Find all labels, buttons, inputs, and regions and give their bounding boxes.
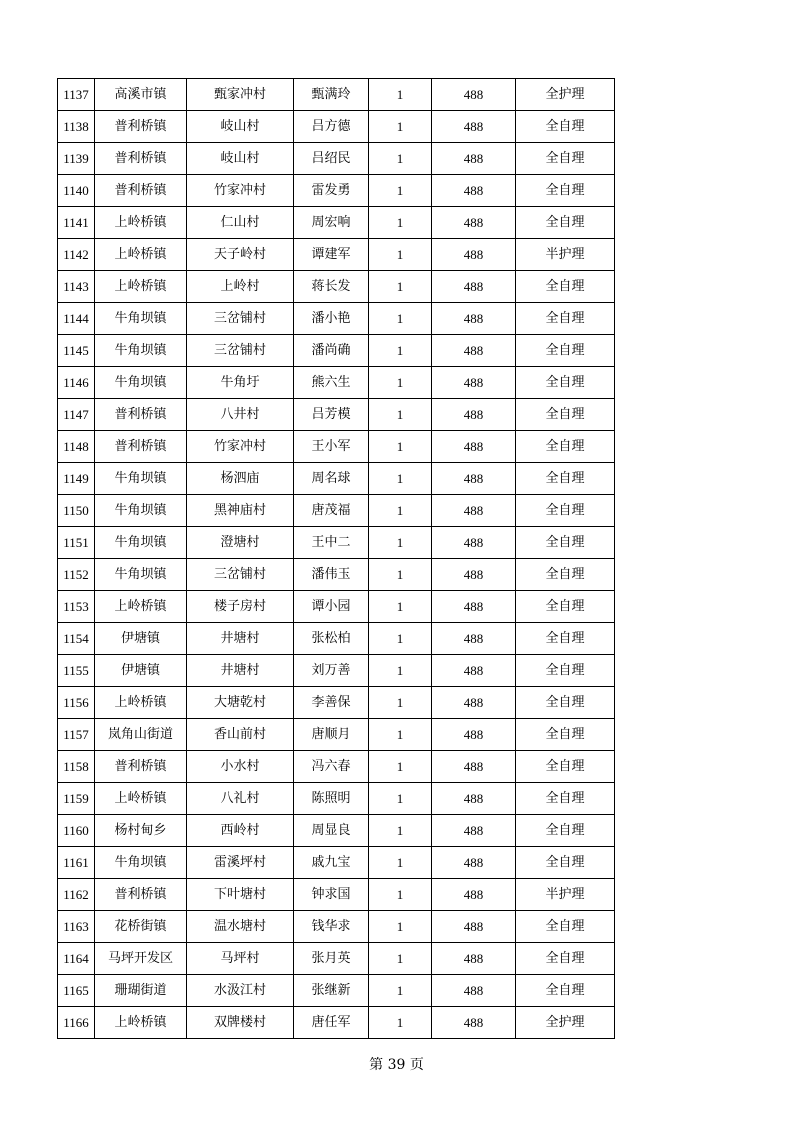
cell-amount: 488 — [432, 623, 516, 655]
cell-town: 普利桥镇 — [95, 175, 187, 207]
cell-person-name: 唐任军 — [294, 1007, 369, 1039]
cell-person-name: 唐茂福 — [294, 495, 369, 527]
cell-town: 上岭桥镇 — [95, 687, 187, 719]
cell-village: 马坪村 — [187, 943, 294, 975]
cell-town: 牛角坝镇 — [95, 559, 187, 591]
table-row — [58, 239, 615, 271]
cell-town: 牛角坝镇 — [95, 367, 187, 399]
cell-village: 雷溪坪村 — [187, 847, 294, 879]
cell-serial-number: 1161 — [58, 847, 95, 879]
cell-serial-number: 1158 — [58, 751, 95, 783]
cell-amount: 488 — [432, 559, 516, 591]
cell-village: 三岔铺村 — [187, 335, 294, 367]
cell-village: 三岔铺村 — [187, 303, 294, 335]
cell-amount: 488 — [432, 271, 516, 303]
cell-village: 楼子房村 — [187, 591, 294, 623]
cell-amount: 488 — [432, 911, 516, 943]
cell-serial-number: 1153 — [58, 591, 95, 623]
cell-serial-number: 1164 — [58, 943, 95, 975]
cell-amount: 488 — [432, 975, 516, 1007]
cell-village: 甄家冲村 — [187, 79, 294, 111]
cell-village: 八井村 — [187, 399, 294, 431]
cell-serial-number: 1142 — [58, 239, 95, 271]
cell-count: 1 — [369, 559, 432, 591]
cell-count: 1 — [369, 207, 432, 239]
table-row — [58, 847, 615, 879]
cell-village: 井塘村 — [187, 655, 294, 687]
cell-town: 牛角坝镇 — [95, 335, 187, 367]
cell-count: 1 — [369, 111, 432, 143]
cell-amount: 488 — [432, 847, 516, 879]
cell-count: 1 — [369, 847, 432, 879]
cell-count: 1 — [369, 943, 432, 975]
table-row — [58, 783, 615, 815]
table-row — [58, 815, 615, 847]
cell-count: 1 — [369, 655, 432, 687]
table-row — [58, 975, 615, 1007]
cell-care-level: 全自理 — [516, 719, 615, 751]
cell-serial-number: 1144 — [58, 303, 95, 335]
cell-town: 普利桥镇 — [95, 143, 187, 175]
cell-serial-number: 1155 — [58, 655, 95, 687]
cell-town: 岚角山街道 — [95, 719, 187, 751]
cell-person-name: 李善保 — [294, 687, 369, 719]
cell-amount: 488 — [432, 79, 516, 111]
table-row — [58, 879, 615, 911]
cell-person-name: 唐顺月 — [294, 719, 369, 751]
cell-count: 1 — [369, 335, 432, 367]
cell-town: 伊塘镇 — [95, 623, 187, 655]
cell-person-name: 周名球 — [294, 463, 369, 495]
cell-care-level: 全自理 — [516, 431, 615, 463]
table-row — [58, 751, 615, 783]
cell-town: 上岭桥镇 — [95, 783, 187, 815]
cell-serial-number: 1166 — [58, 1007, 95, 1039]
page-number: 第 39 页 — [369, 1057, 424, 1073]
cell-count: 1 — [369, 815, 432, 847]
cell-care-level: 全自理 — [516, 335, 615, 367]
cell-village: 仁山村 — [187, 207, 294, 239]
cell-person-name: 钱华求 — [294, 911, 369, 943]
cell-care-level: 全自理 — [516, 623, 615, 655]
cell-count: 1 — [369, 271, 432, 303]
cell-care-level: 全自理 — [516, 399, 615, 431]
cell-town: 高溪市镇 — [95, 79, 187, 111]
cell-village: 西岭村 — [187, 815, 294, 847]
cell-town: 伊塘镇 — [95, 655, 187, 687]
cell-care-level: 全自理 — [516, 367, 615, 399]
cell-count: 1 — [369, 911, 432, 943]
cell-person-name: 吕芳模 — [294, 399, 369, 431]
cell-town: 上岭桥镇 — [95, 207, 187, 239]
cell-amount: 488 — [432, 943, 516, 975]
cell-village: 下叶塘村 — [187, 879, 294, 911]
cell-count: 1 — [369, 463, 432, 495]
cell-count: 1 — [369, 1007, 432, 1039]
cell-care-level: 全自理 — [516, 207, 615, 239]
cell-person-name: 钟求国 — [294, 879, 369, 911]
cell-amount: 488 — [432, 303, 516, 335]
cell-town: 牛角坝镇 — [95, 463, 187, 495]
cell-amount: 488 — [432, 335, 516, 367]
cell-count: 1 — [369, 175, 432, 207]
cell-village: 杨泗庙 — [187, 463, 294, 495]
cell-count: 1 — [369, 687, 432, 719]
cell-person-name: 雷发勇 — [294, 175, 369, 207]
cell-care-level: 半护理 — [516, 239, 615, 271]
cell-person-name: 王中二 — [294, 527, 369, 559]
cell-count: 1 — [369, 143, 432, 175]
cell-amount: 488 — [432, 783, 516, 815]
table-row — [58, 719, 615, 751]
cell-amount: 488 — [432, 175, 516, 207]
cell-count: 1 — [369, 975, 432, 1007]
cell-count: 1 — [369, 399, 432, 431]
cell-serial-number: 1141 — [58, 207, 95, 239]
cell-count: 1 — [369, 719, 432, 751]
cell-town: 上岭桥镇 — [95, 239, 187, 271]
cell-person-name: 甄满玲 — [294, 79, 369, 111]
cell-amount: 488 — [432, 207, 516, 239]
cell-care-level: 全自理 — [516, 591, 615, 623]
cell-count: 1 — [369, 591, 432, 623]
cell-amount: 488 — [432, 751, 516, 783]
cell-village: 澄塘村 — [187, 527, 294, 559]
table-row — [58, 943, 615, 975]
cell-town: 普利桥镇 — [95, 399, 187, 431]
cell-town: 上岭桥镇 — [95, 591, 187, 623]
cell-amount: 488 — [432, 143, 516, 175]
cell-count: 1 — [369, 751, 432, 783]
cell-count: 1 — [369, 431, 432, 463]
cell-town: 花桥街镇 — [95, 911, 187, 943]
cell-amount: 488 — [432, 879, 516, 911]
cell-care-level: 全自理 — [516, 175, 615, 207]
cell-amount: 488 — [432, 527, 516, 559]
cell-village: 岐山村 — [187, 111, 294, 143]
cell-village: 双牌楼村 — [187, 1007, 294, 1039]
cell-person-name: 吕方德 — [294, 111, 369, 143]
cell-care-level: 全自理 — [516, 527, 615, 559]
table-row — [58, 111, 615, 143]
cell-village: 牛角圩 — [187, 367, 294, 399]
cell-town: 牛角坝镇 — [95, 303, 187, 335]
cell-person-name: 谭建军 — [294, 239, 369, 271]
cell-care-level: 全自理 — [516, 655, 615, 687]
cell-serial-number: 1162 — [58, 879, 95, 911]
cell-serial-number: 1147 — [58, 399, 95, 431]
cell-care-level: 全自理 — [516, 303, 615, 335]
cell-count: 1 — [369, 79, 432, 111]
cell-person-name: 潘伟玉 — [294, 559, 369, 591]
cell-village: 小水村 — [187, 751, 294, 783]
cell-care-level: 半护理 — [516, 879, 615, 911]
cell-town: 牛角坝镇 — [95, 527, 187, 559]
cell-town: 杨村甸乡 — [95, 815, 187, 847]
cell-serial-number: 1165 — [58, 975, 95, 1007]
cell-serial-number: 1163 — [58, 911, 95, 943]
cell-serial-number: 1143 — [58, 271, 95, 303]
cell-village: 温水塘村 — [187, 911, 294, 943]
cell-person-name: 张继新 — [294, 975, 369, 1007]
cell-person-name: 周显良 — [294, 815, 369, 847]
cell-count: 1 — [369, 303, 432, 335]
cell-person-name: 刘万善 — [294, 655, 369, 687]
cell-village: 竹家冲村 — [187, 175, 294, 207]
cell-serial-number: 1154 — [58, 623, 95, 655]
cell-care-level: 全自理 — [516, 143, 615, 175]
cell-serial-number: 1151 — [58, 527, 95, 559]
cell-serial-number: 1137 — [58, 79, 95, 111]
cell-care-level: 全自理 — [516, 751, 615, 783]
cell-serial-number: 1138 — [58, 111, 95, 143]
cell-village: 岐山村 — [187, 143, 294, 175]
cell-care-level: 全自理 — [516, 943, 615, 975]
cell-count: 1 — [369, 527, 432, 559]
cell-amount: 488 — [432, 495, 516, 527]
cell-village: 井塘村 — [187, 623, 294, 655]
cell-serial-number: 1146 — [58, 367, 95, 399]
cell-serial-number: 1156 — [58, 687, 95, 719]
cell-village: 香山前村 — [187, 719, 294, 751]
cell-village: 天子岭村 — [187, 239, 294, 271]
cell-serial-number: 1149 — [58, 463, 95, 495]
cell-person-name: 张月英 — [294, 943, 369, 975]
cell-village: 八礼村 — [187, 783, 294, 815]
cell-town: 马坪开发区 — [95, 943, 187, 975]
table-row — [58, 431, 615, 463]
cell-serial-number: 1139 — [58, 143, 95, 175]
cell-serial-number: 1160 — [58, 815, 95, 847]
table-row — [58, 687, 615, 719]
cell-town: 上岭桥镇 — [95, 1007, 187, 1039]
table-row — [58, 911, 615, 943]
cell-town: 普利桥镇 — [95, 111, 187, 143]
cell-care-level: 全自理 — [516, 463, 615, 495]
table-row — [58, 559, 615, 591]
cell-amount: 488 — [432, 687, 516, 719]
table-row — [58, 591, 615, 623]
cell-serial-number: 1159 — [58, 783, 95, 815]
cell-amount: 488 — [432, 239, 516, 271]
cell-village: 上岭村 — [187, 271, 294, 303]
cell-person-name: 王小军 — [294, 431, 369, 463]
cell-village: 三岔铺村 — [187, 559, 294, 591]
cell-person-name: 吕绍民 — [294, 143, 369, 175]
cell-care-level: 全自理 — [516, 111, 615, 143]
cell-person-name: 谭小园 — [294, 591, 369, 623]
cell-serial-number: 1157 — [58, 719, 95, 751]
cell-amount: 488 — [432, 655, 516, 687]
cell-person-name: 潘尚确 — [294, 335, 369, 367]
cell-person-name: 周宏响 — [294, 207, 369, 239]
cell-amount: 488 — [432, 719, 516, 751]
cell-count: 1 — [369, 879, 432, 911]
cell-care-level: 全自理 — [516, 815, 615, 847]
cell-care-level: 全护理 — [516, 79, 615, 111]
cell-person-name: 冯六春 — [294, 751, 369, 783]
cell-amount: 488 — [432, 1007, 516, 1039]
cell-town: 牛角坝镇 — [95, 847, 187, 879]
cell-town: 普利桥镇 — [95, 751, 187, 783]
cell-town: 珊瑚街道 — [95, 975, 187, 1007]
cell-care-level: 全自理 — [516, 559, 615, 591]
cell-amount: 488 — [432, 111, 516, 143]
cell-serial-number: 1150 — [58, 495, 95, 527]
records-body — [58, 79, 615, 1039]
table-row — [58, 463, 615, 495]
cell-person-name: 蒋长发 — [294, 271, 369, 303]
records-table — [57, 78, 615, 1039]
cell-person-name: 陈照明 — [294, 783, 369, 815]
cell-amount: 488 — [432, 591, 516, 623]
cell-serial-number: 1148 — [58, 431, 95, 463]
cell-care-level: 全自理 — [516, 847, 615, 879]
cell-count: 1 — [369, 623, 432, 655]
table-row — [58, 655, 615, 687]
cell-care-level: 全自理 — [516, 271, 615, 303]
table-row — [58, 527, 615, 559]
table-row — [58, 143, 615, 175]
cell-care-level: 全自理 — [516, 911, 615, 943]
cell-town: 上岭桥镇 — [95, 271, 187, 303]
cell-count: 1 — [369, 367, 432, 399]
cell-amount: 488 — [432, 367, 516, 399]
table-row — [58, 495, 615, 527]
cell-person-name: 戚九宝 — [294, 847, 369, 879]
cell-amount: 488 — [432, 463, 516, 495]
cell-person-name: 潘小艳 — [294, 303, 369, 335]
cell-care-level: 全自理 — [516, 783, 615, 815]
cell-care-level: 全自理 — [516, 687, 615, 719]
cell-village: 大塘乾村 — [187, 687, 294, 719]
cell-count: 1 — [369, 783, 432, 815]
cell-amount: 488 — [432, 399, 516, 431]
cell-town: 普利桥镇 — [95, 879, 187, 911]
table-row — [58, 399, 615, 431]
cell-person-name: 张松柏 — [294, 623, 369, 655]
cell-count: 1 — [369, 239, 432, 271]
table-row — [58, 303, 615, 335]
table-row — [58, 271, 615, 303]
cell-person-name: 熊六生 — [294, 367, 369, 399]
cell-town: 普利桥镇 — [95, 431, 187, 463]
cell-amount: 488 — [432, 431, 516, 463]
cell-serial-number: 1145 — [58, 335, 95, 367]
cell-care-level: 全护理 — [516, 1007, 615, 1039]
cell-amount: 488 — [432, 815, 516, 847]
cell-village: 水汲江村 — [187, 975, 294, 1007]
table-row — [58, 207, 615, 239]
cell-count: 1 — [369, 495, 432, 527]
cell-village: 黑神庙村 — [187, 495, 294, 527]
cell-serial-number: 1140 — [58, 175, 95, 207]
cell-care-level: 全自理 — [516, 975, 615, 1007]
table-row — [58, 175, 615, 207]
table-row — [58, 335, 615, 367]
table-row — [58, 623, 615, 655]
cell-care-level: 全自理 — [516, 495, 615, 527]
table-row — [58, 1007, 615, 1039]
cell-village: 竹家冲村 — [187, 431, 294, 463]
table-row — [58, 367, 615, 399]
table-row — [58, 79, 615, 111]
cell-town: 牛角坝镇 — [95, 495, 187, 527]
cell-serial-number: 1152 — [58, 559, 95, 591]
